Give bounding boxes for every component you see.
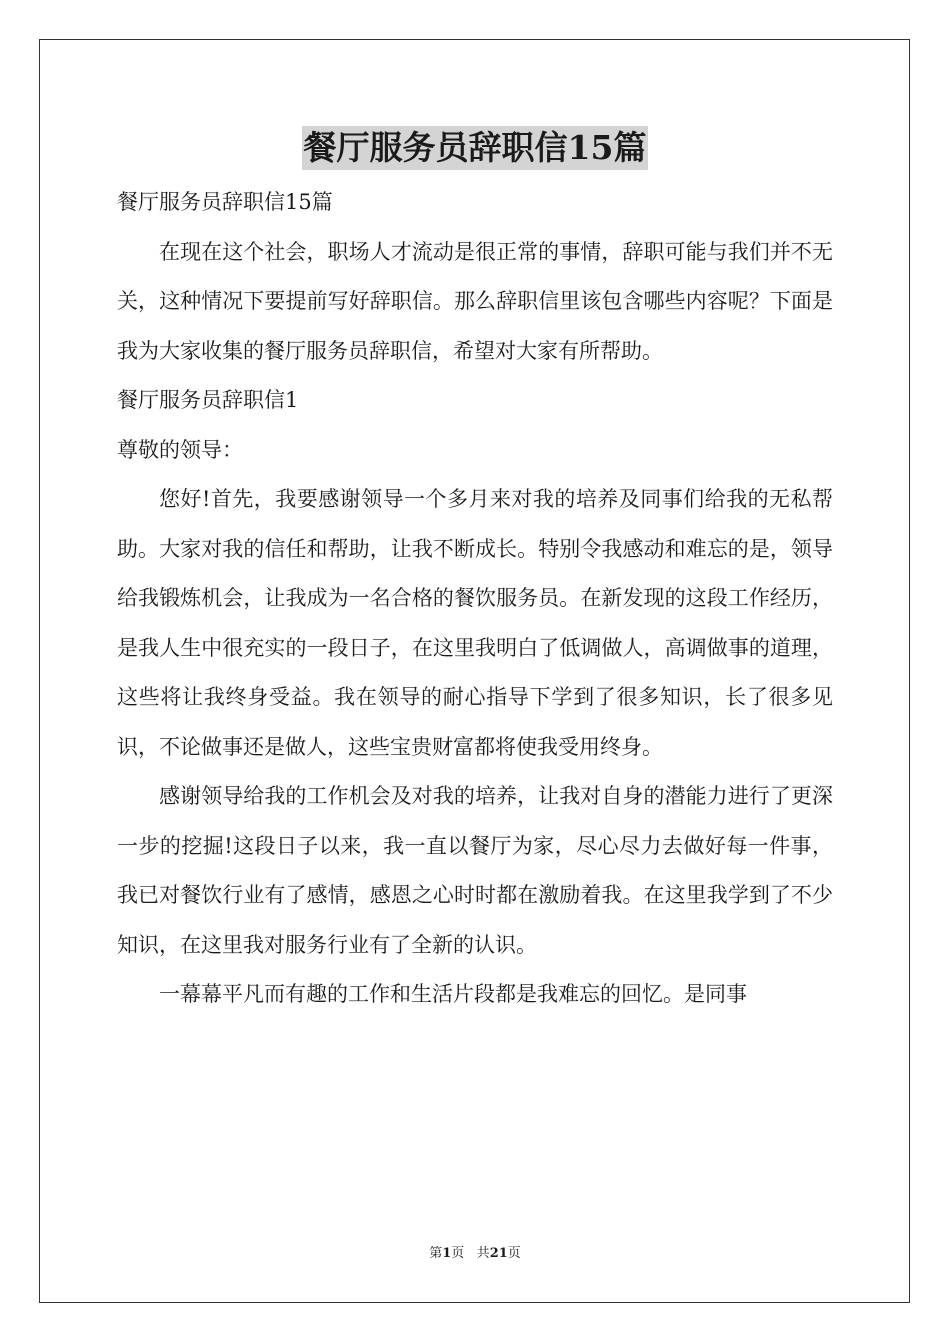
page-footer [0,1245,950,1263]
paragraph-intro: 在现在这个社会，职场人才流动是很正常的事情，辞职可能与我们并不无关，这种情况下要提前写好辞职信。那么辞职信里该包含哪些内容呢？下面是我为大家收集的餐厅服务员辞职信，希望对大家有所帮助。 [117,239,833,363]
footer-page-current: 1 [442,1246,452,1261]
paragraph-letter-title: 餐厅服务员辞职信1 [117,388,299,412]
paragraph-body: 您好!首先，我要感谢领导一个多月来对我的培养及同事们给我的无私帮助。大家对我的信任和帮助，让我不断成长。特别令我感动和难忘的是，领导给我锻炼机会，让我成为一名合格的餐饮服务员。在新发现的这段工作经历，是我人生中很充实的一段日子，在这里我明白了低调做人，高调做事的道理，这些将让我终身受益。我在领导的耐心指导下学到了很多知识，长了很多见识，不论做事还是做人，这些宝贵财富都将使我受用终身。 [117,487,833,759]
footer-total-suffix: 页 [507,1246,521,1261]
paragraph-body: 感谢领导给我的工作机会及对我的培养，让我对自身的潜能力进行了更深一步的挖掘!这段日子以来，我一直以餐厅为家，尽心尽力去做好每一件事，我已对餐饮行业有了感情，感恩之心时时都在激励着我。在这里我学到了不少知识，在这里我对服务行业有了全新的认识。 [117,784,833,957]
paragraph-heading: 餐厅服务员辞职信15篇 [117,190,333,214]
paragraph-body: 一幕幕平凡而有趣的工作和生活片段都是我难忘的回忆。是同事 [159,982,747,1006]
document-body [117,178,833,1020]
footer-total-prefix: 共 [476,1246,490,1261]
footer-page-suffix: 页 [451,1246,465,1261]
document-title: 餐厅服务员辞职信15篇 [302,126,649,170]
title-container [0,126,950,170]
footer-page-prefix: 第 [429,1246,443,1261]
footer-page-total: 21 [489,1246,508,1261]
paragraph-salutation: 尊敬的领导： [117,437,243,462]
